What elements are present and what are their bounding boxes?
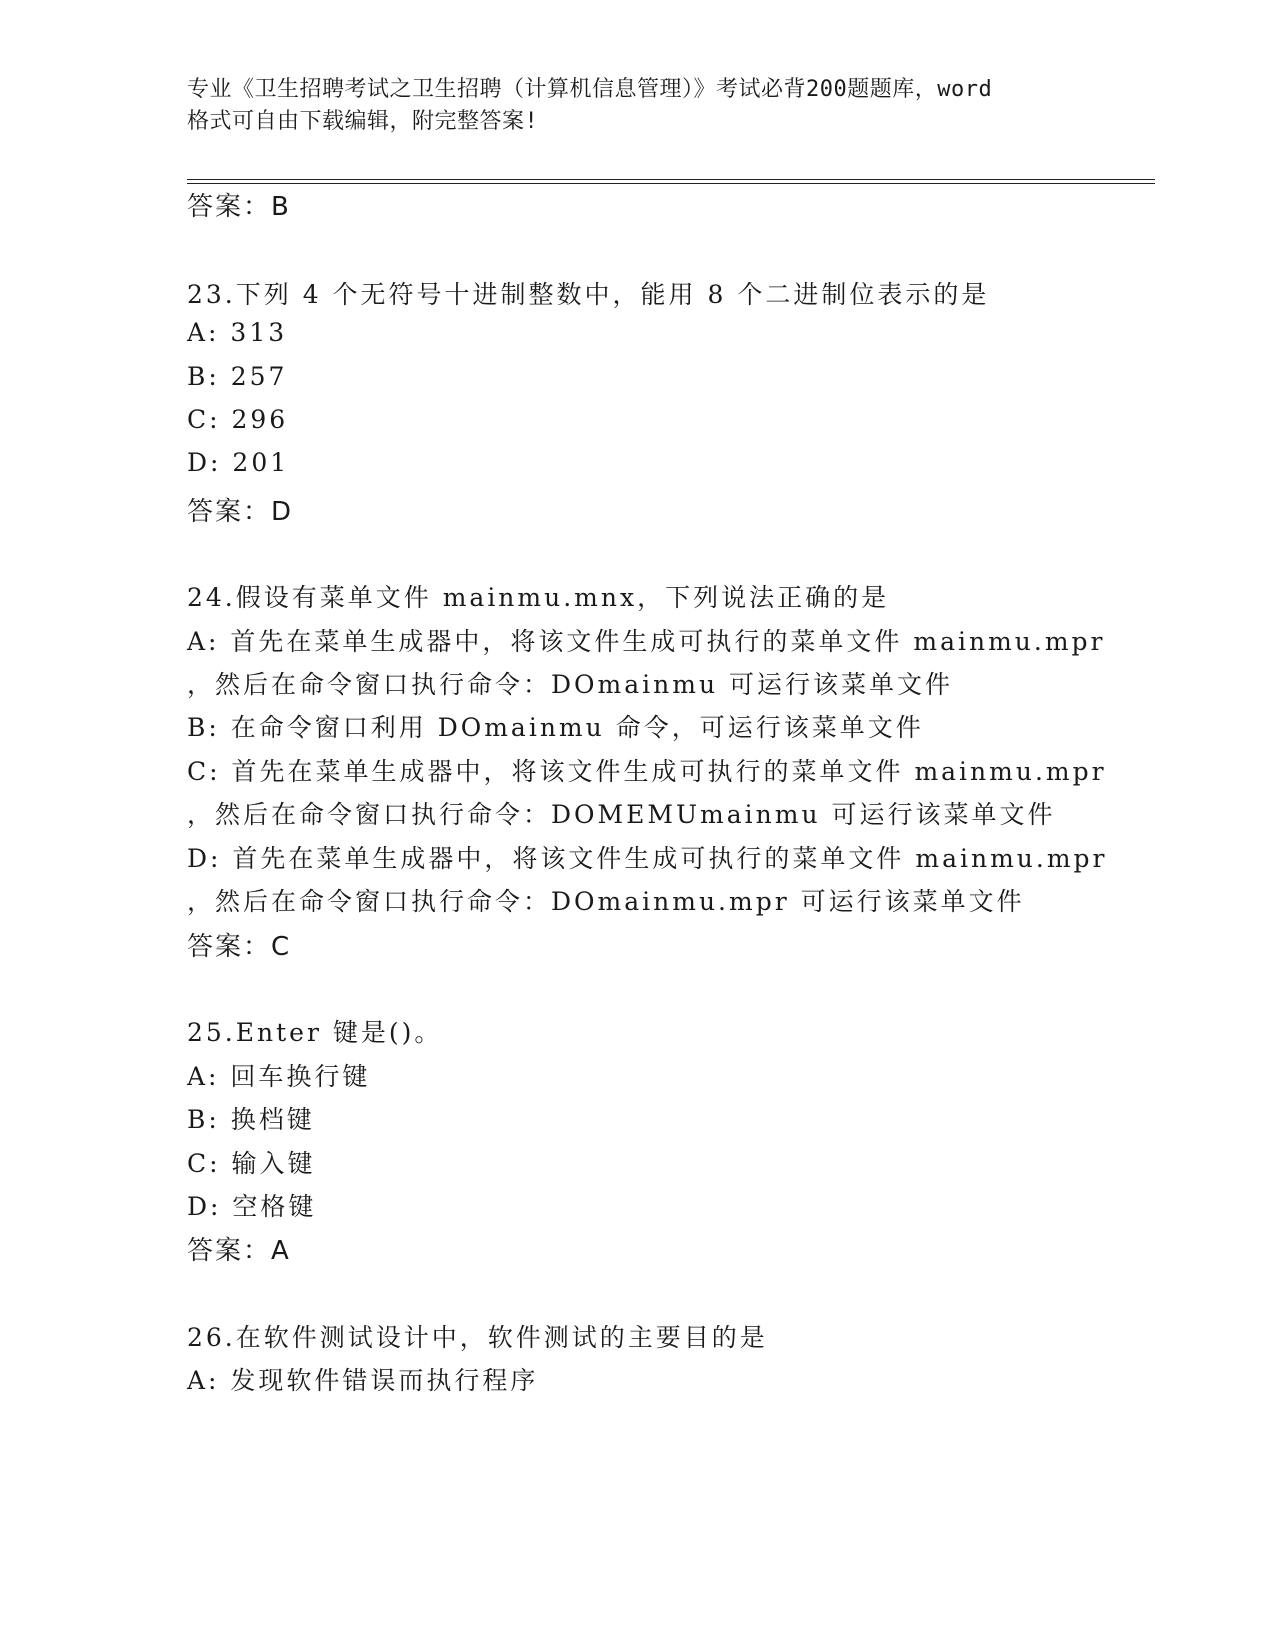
q24-option-d-line-1: D: 首先在菜单生成器中，将该文件生成可执行的菜单文件 mainmu.mpr [187, 844, 1108, 873]
question-26: 26.在软件测试设计中，软件测试的主要目的是 [187, 1323, 768, 1352]
q23-option-d: D: 201 [187, 448, 290, 477]
q26-option-a: A: 发现软件错误而执行程序 [187, 1366, 539, 1395]
header-divider-top [187, 179, 1155, 180]
q24-option-a-line-2: ，然后在命令窗口执行命令：DOmainmu 可运行该菜单文件 [187, 670, 954, 699]
q25-answer: 答案：A [187, 1236, 291, 1266]
question-25: 25.Enter 键是()。 [187, 1018, 443, 1047]
q25-option-a: A: 回车换行键 [187, 1062, 371, 1091]
header-title-line-1: 专业《卫生招聘考试之卫生招聘（计算机信息管理）》考试必背200题题库，word [187, 77, 993, 102]
q23-answer: 答案：D [187, 497, 294, 527]
q25-option-c: C: 输入键 [187, 1149, 316, 1178]
q24-option-c-line-2: ，然后在命令窗口执行命令：DOMEMUmainmu 可运行该菜单文件 [187, 800, 1056, 829]
header-title-line-2: 格式可自由下载编辑，附完整答案! [187, 109, 539, 134]
document-header [187, 74, 1087, 138]
q23-option-a: A: 313 [187, 318, 288, 347]
q24-option-c-line-1: C: 首先在菜单生成器中，将该文件生成可执行的菜单文件 mainmu.mpr [187, 757, 1107, 786]
header-divider-bottom [187, 183, 1155, 184]
q24-option-b: B: 在命令窗口利用 DOmainmu 命令，可运行该菜单文件 [187, 713, 924, 742]
q23-option-c: C: 296 [187, 405, 289, 434]
q23-option-b: B: 257 [187, 362, 288, 391]
q24-answer: 答案：C [187, 932, 292, 962]
q25-option-d: D: 空格键 [187, 1192, 317, 1221]
q24-option-a-line-1: A: 首先在菜单生成器中，将该文件生成可执行的菜单文件 mainmu.mpr [187, 627, 1106, 656]
answer-previous: 答案：B [187, 192, 291, 222]
q24-option-d-line-2: ，然后在命令窗口执行命令：DOmainmu.mpr 可运行该菜单文件 [187, 887, 1025, 916]
q25-option-b: B: 换档键 [187, 1105, 315, 1134]
question-23: 23.下列 4 个无符号十进制整数中，能用 8 个二进制位表示的是 [187, 280, 990, 309]
question-24: 24.假设有菜单文件 mainmu.mnx，下列说法正确的是 [187, 583, 890, 612]
